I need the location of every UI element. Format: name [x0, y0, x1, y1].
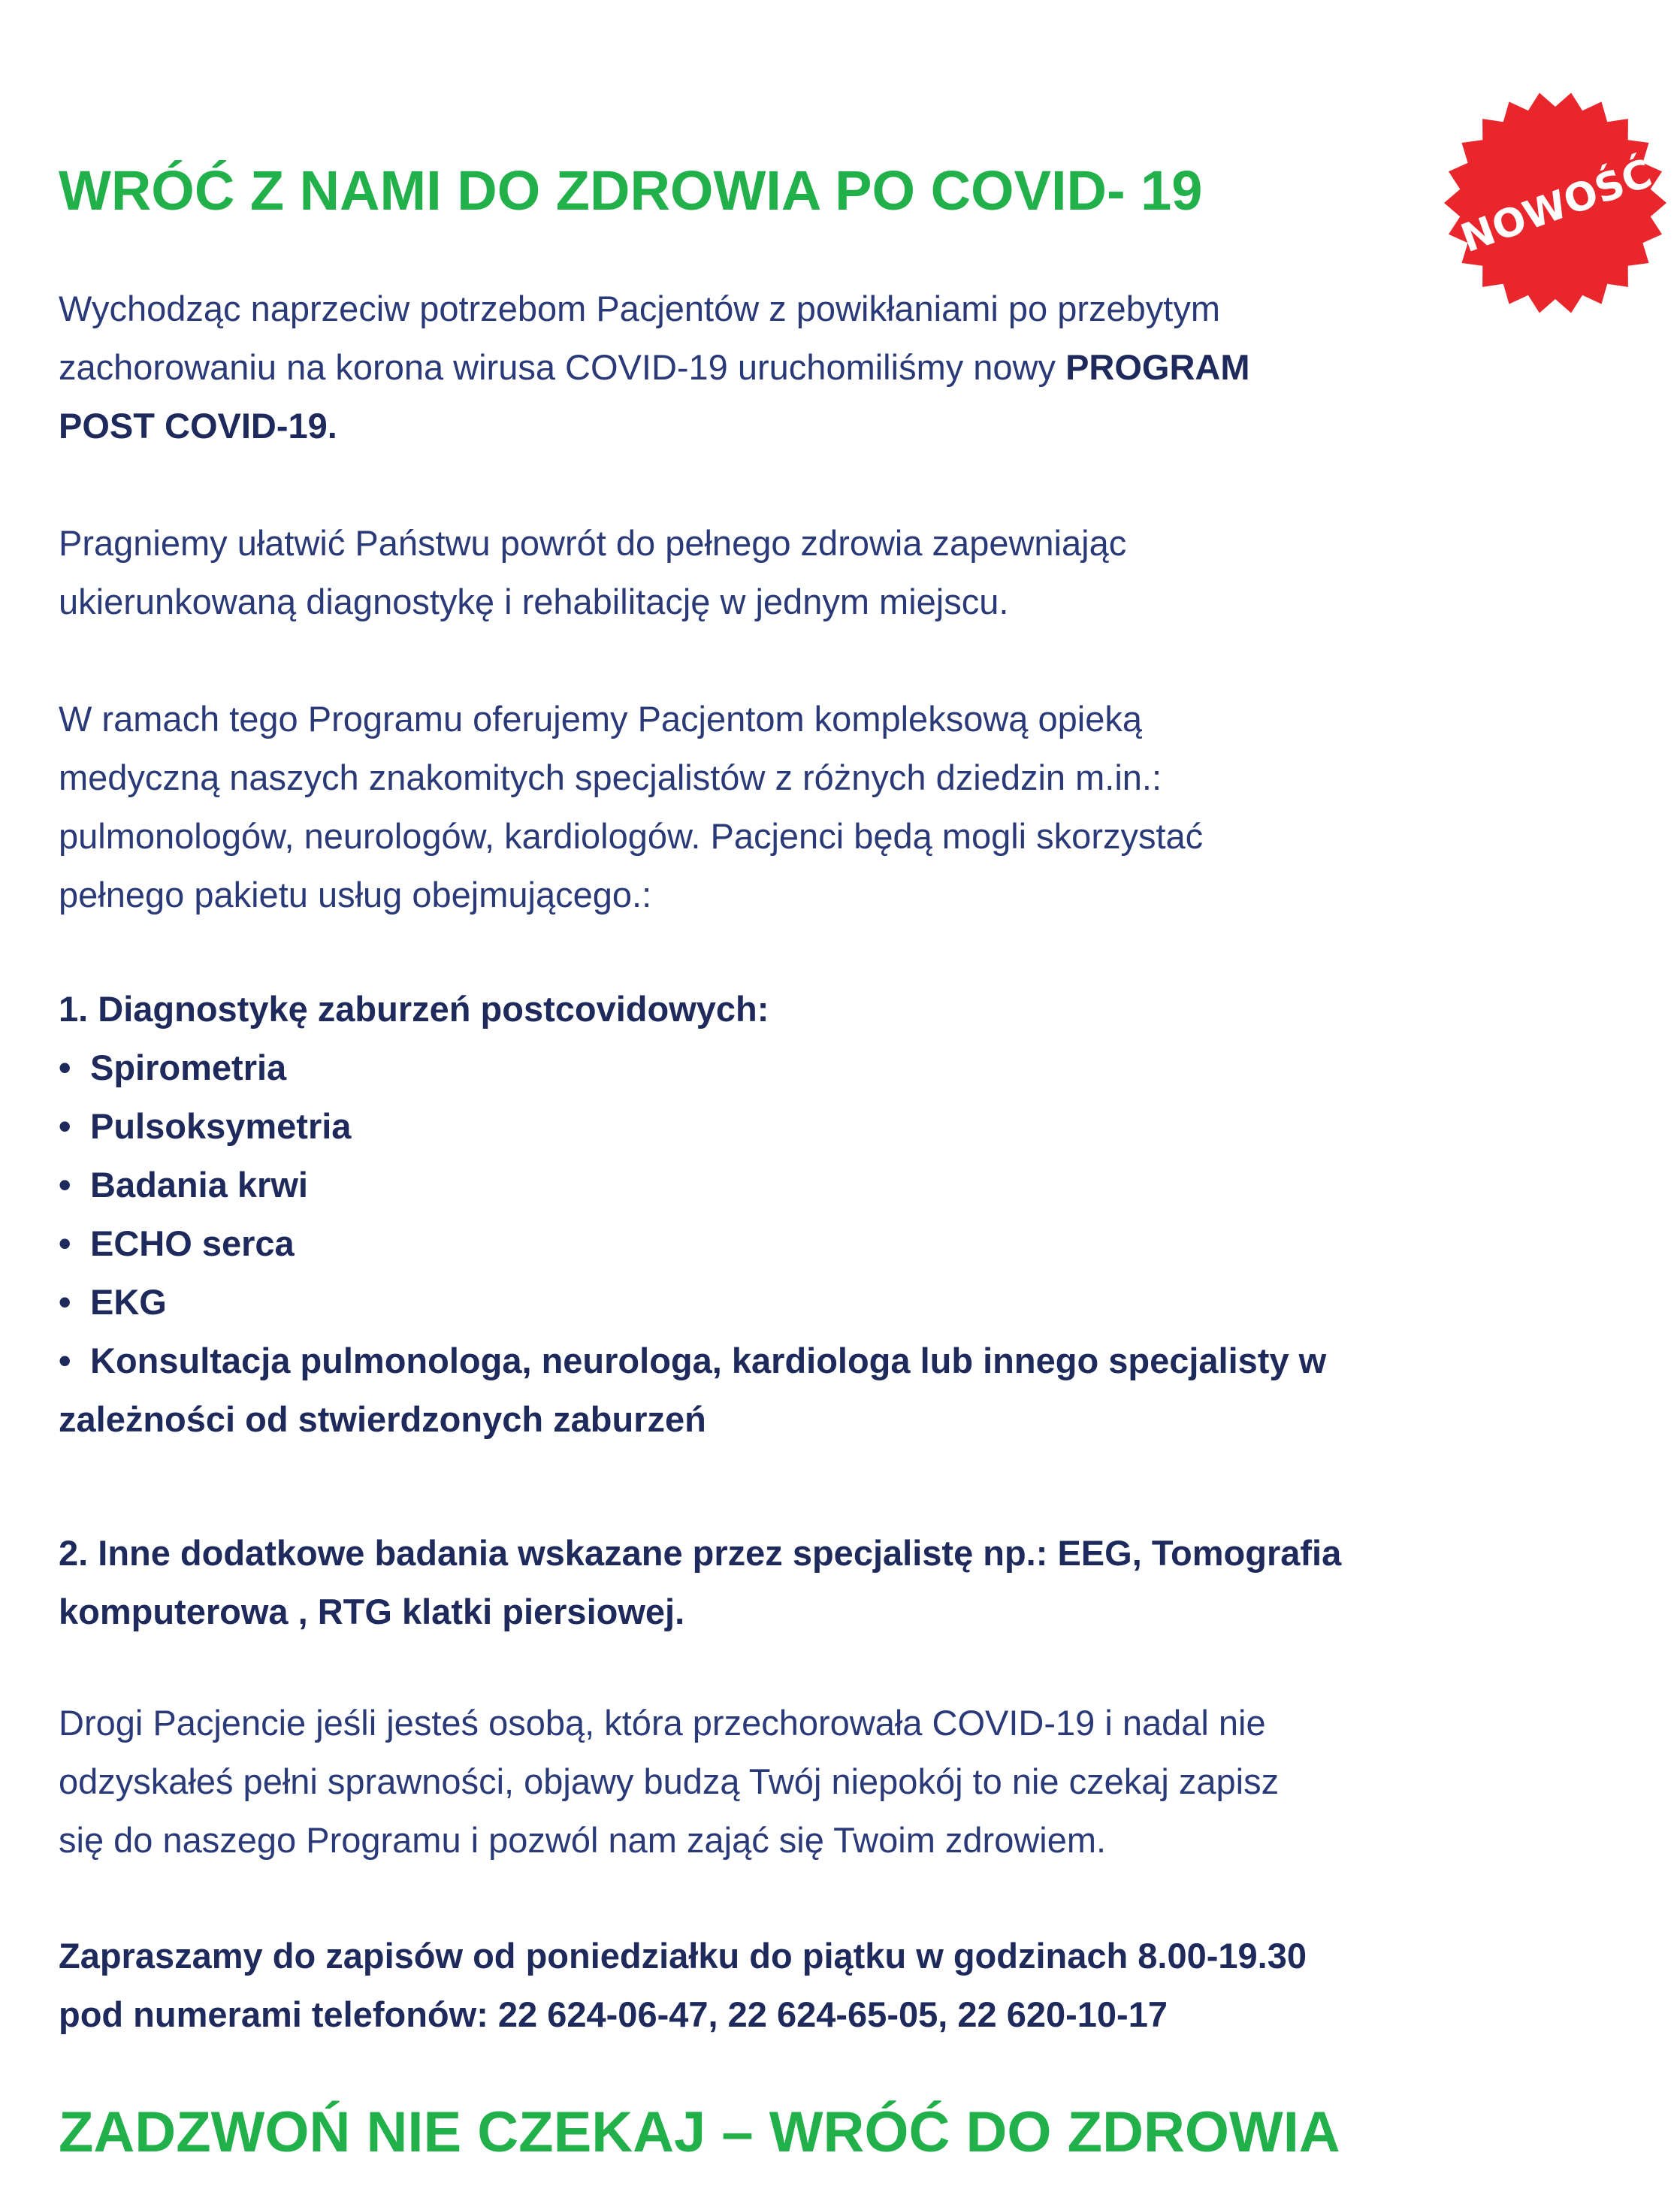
list-item-text: EKG: [90, 1282, 167, 1322]
list-item: [59, 1156, 1326, 1214]
intro-paragraph: [59, 280, 1250, 455]
list-item: [59, 1097, 1326, 1156]
list-item-text: Spirometria: [90, 1048, 287, 1087]
intro-line-1: Wychodząc naprzeciw potrzebom Pacjentów z powikłaniami po przebytym: [59, 289, 1221, 328]
starburst-icon: [1443, 90, 1668, 316]
bullet-icon: •: [59, 1341, 71, 1380]
list-item: [59, 1332, 1326, 1390]
paragraph-3: [59, 690, 1203, 924]
intro-program-name: POST COVID-19.: [59, 406, 337, 446]
contact-info: [59, 1927, 1307, 2044]
bullet-icon: •: [59, 1165, 71, 1205]
list-item-text: ECHO serca: [90, 1223, 295, 1263]
paragraph-3-line-1: W ramach tego Programu oferujemy Pacjentom kompleksową opieką: [59, 699, 1142, 739]
section-2-line-2: komputerowa , RTG klatki piersiowej.: [59, 1592, 685, 1631]
bullet-icon: •: [59, 1223, 71, 1263]
paragraph-2-line-1: Pragniemy ułatwić Państwu powrót do pełnego zdrowia zapewniając: [59, 523, 1127, 563]
intro-line-2: zachorowaniu na korona wirusa COVID-19 uruchomiliśmy nowy: [59, 347, 1066, 387]
bullet-icon: •: [59, 1106, 71, 1146]
new-badge: [1443, 90, 1668, 316]
paragraph-2-line-2: ukierunkowaną diagnostykę i rehabilitację w jednym miejscu.: [59, 582, 1009, 621]
closing-slogan: ZADZWOŃ NIE CZEKAJ – WRÓĆ DO ZDROWIA: [59, 2100, 1340, 2164]
paragraph-4: [59, 1694, 1279, 1870]
list-item: [59, 1039, 1326, 1097]
paragraph-3-line-2: medyczną naszych znakomitych specjalistów z różnych dziedzin m.in.:: [59, 757, 1162, 797]
section-1: [59, 980, 1326, 1449]
list-item: [59, 1214, 1326, 1273]
badge-label: NOWOŚĆ: [1455, 151, 1658, 262]
list-item-text: Konsultacja pulmonologa, neurologa, kardiologa lub innego specjalisty w: [90, 1341, 1327, 1380]
section-1-heading: 1. Diagnostykę zaburzeń postcovidowych:: [59, 989, 769, 1029]
bullet-icon: •: [59, 1048, 71, 1087]
intro-program-bold: PROGRAM: [1065, 347, 1250, 387]
contact-line-1: Zapraszamy do zapisów od poniedziałku do piątku w godzinach 8.00-19.30: [59, 1936, 1307, 1976]
page-title: WRÓĆ Z NAMI DO ZDROWIA PO COVID- 19: [59, 159, 1203, 222]
bullet-icon: •: [59, 1282, 71, 1322]
paragraph-2: [59, 514, 1126, 631]
paragraph-4-line-3: się do naszego Programu i pozwól nam zająć się Twoim zdrowiem.: [59, 1820, 1107, 1860]
paragraph-4-line-1: Drogi Pacjencie jeśli jesteś osobą, która przechorowała COVID-19 i nadal nie: [59, 1703, 1266, 1743]
list-continuation: zależności od stwierdzonych zaburzeń: [59, 1399, 706, 1439]
contact-line-2: pod numerami telefonów: 22 624-06-47, 22 624-65-05, 22 620-10-17: [59, 1994, 1168, 2034]
paragraph-3-line-4: pełnego pakietu usług obejmującego.:: [59, 875, 652, 915]
section-2-line-1: 2. Inne dodatkowe badania wskazane przez specjalistę np.: EEG, Tomografia: [59, 1533, 1342, 1573]
paragraph-3-line-3: pulmonologów, neurologów, kardiologów. Pacjenci będą mogli skorzystać: [59, 816, 1204, 856]
diagnostics-list: [59, 1039, 1326, 1390]
section-2: [59, 1524, 1341, 1641]
list-item-text: Pulsoksymetria: [90, 1106, 352, 1146]
list-item: [59, 1273, 1326, 1332]
list-item-text: Badania krwi: [90, 1165, 308, 1205]
paragraph-4-line-2: odzyskałeś pełni sprawności, objawy budzą Twój niepokój to nie czekaj zapisz: [59, 1761, 1280, 1801]
